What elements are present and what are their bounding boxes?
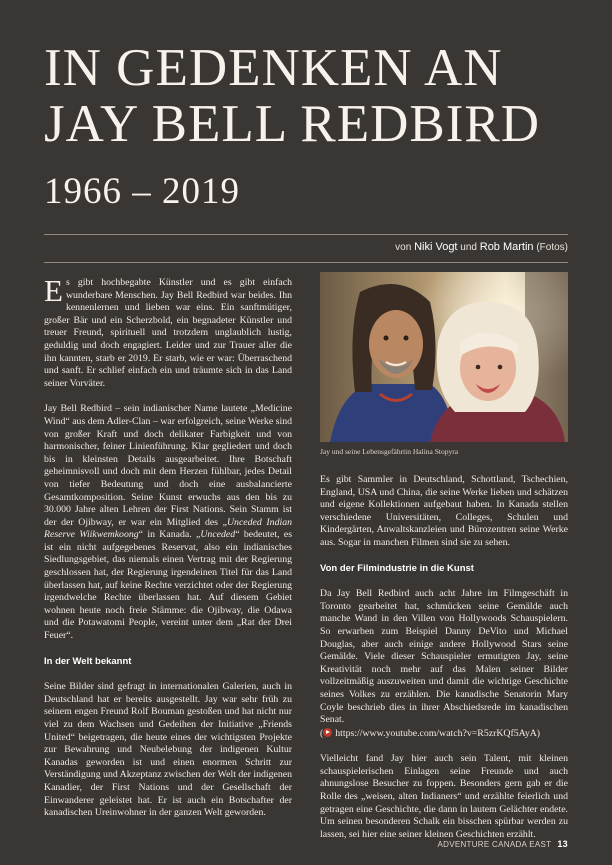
right-column <box>320 474 568 854</box>
subheading-world: In der Welt bekannt <box>44 655 132 667</box>
paragraph-film-text: Da Jay Bell Redbird auch acht Jahre im Filmgeschäft in Toronto gearbeitet hat, schmücken seine Gemälde auch manche Wand in den Villen von Hollywoods Schauspielern. So erwarben zum Beispiel Danny DeVito und Michael Douglas, aber auch einige andere Hollywood Stars seine Gemälde. Viele dieser Schauspieler ermutigten Jay, seine Kreativität noch mehr auf das Malen seiner Bilder vollzeitmäßig auszuweiten und damit die wichtige Geschichte seines Volkes zu erzählen. Die kanadische Senatorin Mary Coyle beschrieb dies in ihrer Abschiedsrede im kanadischen Senat. <box>320 588 568 726</box>
page-number: 13 <box>557 839 568 849</box>
byline-author-1: Niki Vogt <box>414 241 458 253</box>
paragraph-artist-text-b: “ in Kanada. „ <box>138 529 201 541</box>
photo-caption: Jay und seine Lebensgefährtin Halina Stopyra <box>320 447 459 456</box>
unceded-term: Unceded <box>200 529 236 541</box>
portrait-photo <box>320 272 568 442</box>
paragraph-collectors: Es gibt Sammler in Deutschland, Schottland, Tschechien, England, USA und China, die seine Werke lieben und schätzen und eigene Kollektionen aufgebaut haben. In Kanada stellen verschiedene Universitäten, Colleges, Schulen und Kindergärten, Anwaltskanzleien und Bürozentren seine Werke aus. Sogar in manchen Filmen sind sie zu sehen. <box>320 474 568 548</box>
drop-cap: E <box>44 273 63 308</box>
paragraph-intro-text: s gibt hochbegabte Künstler und es gibt einfach wunderbare Menschen. Jay Bell Redbird war beides. Ihn kennenlernen und lieben war eins. Ein sanftmütiger, großer Bär und ein Scherzbold, ein begnadeter Künstler und treuer Freund, spirituell und trotzdem unglaublich lustig, geduldig und doch engagiert. Leider und zur Trauer aller die ihn kannten, starb er 2019. Er starb, wie er war: Überraschend und sanft. Er schlief einfach ein und träumte sich in das Land seiner Vorväter. <box>44 277 292 389</box>
paragraph-artist <box>44 403 292 642</box>
reserve-name: Unceded Indian Reserve Wiikwemkoong <box>44 516 293 541</box>
photo-illustration <box>320 272 568 442</box>
paragraph-artist-text-c: “ bedeutet, es ist ein nicht aufgegebenes Reservat, also ein indianisches Siedlungsgebiet, das niemals einen Vertrag mit der Regierung geschlossen hat, der Regierung irgendeinen Titel für das Land überlassen hat, auf keine Rechte verzichtet oder der Regierung irgendwelche Rechte überlassen hat. Auf diesem Gebiet wohnen heute noch freie Stämme: die Ojibway, die Odawa und die Potawatomi People, vereint unter dem „Rat der Drei Feuer“. <box>44 529 293 642</box>
paragraph-intro <box>44 273 292 390</box>
left-column <box>44 273 293 833</box>
title-line-2: JAY BELL REDBIRD <box>44 95 540 153</box>
magazine-name: ADVENTURE CANADA EAST <box>437 840 552 849</box>
paragraph-artist-text-a: Jay Bell Redbird – sein indianischer Name lautete „Medicine Wind“ aus dem Adler-Clan – war erfolgreich, seine Werke sind von großer Kraft und doch delikater Farbigkeit und von harmonischer, feiner Linienführung. Klar gegliedert und doch bis in kleinsten Details ausgearbeitet. Ihre Botschaft geheimnisvoll und doch mit dem Herzen fühlbar, jedes Detail von tiefer Bedeutung und doch eine ausbalancierte Gesamtkomposition. Seine Kunst erwuchs aus den bis zu 30.000 Jahre alten Lehren der First Nations. Sein Stamm ist der der Ojibway, er war ein Mitglied des „ <box>44 403 292 528</box>
top-divider <box>44 234 568 235</box>
byline-prefix: von <box>395 242 412 253</box>
paragraph-humor: Vielleicht fand Jay hier auch sein Talent, mit kleinen schauspielerischen Einlagen seine Freunde und auch ahnungslose Besucher zu foppen. Besonders gern gab er die Rolle des „weisen, alten Indianers“ und erzählte feierlich und getragen eine Geschichte, die dann in lautem Gelächter endete. Um seinen besonderen Schalk ein bisschen spürbar werden zu lassen, sei hier eine seiner kleinen Geschichten erzählt. <box>320 753 568 840</box>
byline-conj: und <box>460 242 477 253</box>
byline-credit: (Fotos) <box>536 242 568 253</box>
byline <box>0 241 568 253</box>
youtube-icon <box>323 728 332 737</box>
title-years: 1966 – 2019 <box>44 171 240 212</box>
subheading-film: Von der Filmindustrie in die Kunst <box>320 562 474 574</box>
page-footer <box>437 839 568 849</box>
bottom-divider <box>44 262 568 263</box>
paren-close: ) <box>536 727 541 739</box>
article-title <box>44 40 584 152</box>
paragraph-galleries: Seine Bilder sind gefragt in internationalen Galerien, auch in Deutschland hat er bereits ausgestellt. Jay war sehr früh zu seinem engen Freund Rolf Bouman gestoßen und hat nicht nur viel zu dem Wachsen und Gedeihen der Initiative „Friends United“ beigetragen, die heute eines der wichtigsten Projekte zur Bewahrung und Neubelebung der indigenen Kultur Kanadas geworden ist und einen enormen Schritt zur Verständigung und Akzeptanz zwischen der Welt der indigenen Kanadier, der First Nations und der Gesellschaft der Einwanderer geleistet hat. Er ist auch ein Botschafter der kanadischen Ureinwohner in der ganzen Welt geworden. <box>44 681 292 819</box>
youtube-link[interactable]: https://www.youtube.com/watch?v=R5zrKQf5AyA <box>335 727 537 739</box>
byline-author-2: Rob Martin <box>479 241 534 253</box>
paren-open: ( <box>320 727 324 739</box>
paragraph-film <box>320 588 568 740</box>
title-line-1: IN GEDENKEN AN <box>44 39 503 97</box>
